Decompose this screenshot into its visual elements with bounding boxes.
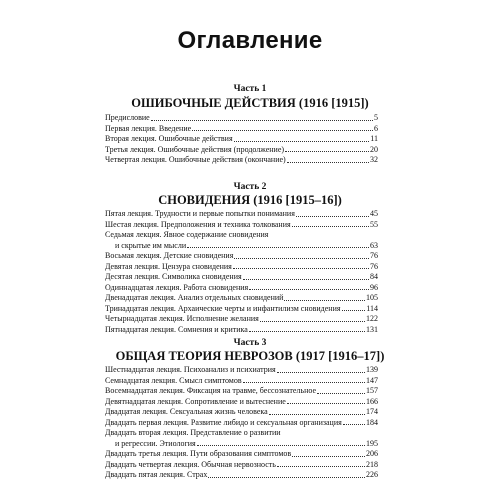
toc-entry [105, 304, 378, 315]
toc-entry [105, 209, 378, 220]
dot-leader [277, 371, 365, 373]
dot-leader [287, 402, 365, 404]
dot-leader [243, 278, 369, 280]
toc-entry-page: 147 [366, 375, 378, 385]
dot-leader [243, 381, 365, 383]
toc-entry-label: Пятая лекция. Трудности и первые попытки понимания [105, 209, 295, 218]
toc-entry-label: Семнадцатая лекция. Смысл симптомов [105, 375, 242, 385]
toc-entry [105, 386, 378, 397]
toc-entry [105, 113, 378, 124]
toc-entry [105, 397, 378, 408]
toc-entry-label: Двадцать пятая лекция. Страх [105, 470, 208, 479]
toc-entry [105, 418, 378, 429]
toc-entry-page: 139 [366, 365, 378, 374]
toc-entry-label: Двадцать четвертая лекция. Обычная нервозность [105, 459, 276, 469]
toc-entry [105, 241, 378, 252]
dot-leader [287, 161, 369, 163]
toc-entry [105, 262, 378, 273]
toc-entry-page: 76 [370, 251, 378, 260]
toc-entry [105, 134, 378, 145]
toc-entry-label: Девятая лекция. Цензура сновидения [105, 261, 232, 271]
toc-entry [105, 460, 378, 471]
toc-entry [105, 376, 378, 387]
dot-leader [208, 476, 365, 478]
toc-entry-page: 174 [366, 407, 378, 416]
toc-entry-label: Третья лекция. Ошибочные действия (продолжение) [105, 144, 285, 154]
dot-leader [284, 299, 365, 301]
toc-entry [105, 230, 378, 241]
toc-entry-label: Двадцать первая лекция. Развитие либидо и сексуальная организация [105, 417, 342, 427]
dot-leader [342, 309, 366, 311]
toc-entry-page: 131 [366, 324, 378, 334]
page-title: Оглавление [177, 27, 323, 54]
toc-entry-page: 11 [370, 134, 378, 143]
dot-leader [233, 267, 369, 269]
dot-leader [187, 246, 369, 248]
toc-entry [105, 314, 378, 325]
toc-entry-label: Тринадцатая лекция. Архаические черты и инфантилизм сновидения [105, 303, 341, 313]
dot-leader [197, 444, 365, 446]
toc-entry-label: Двадцатая лекция. Сексуальная жизнь человека [105, 407, 268, 416]
toc-entry [105, 272, 378, 283]
toc-entry-label: Шестнадцатая лекция. Психоанализ и психиатрия [105, 365, 276, 374]
toc-entry-page: 114 [366, 303, 378, 313]
dot-leader [260, 320, 365, 322]
toc-entry-label: Пятнадцатая лекция. Сомнения и критика [105, 324, 248, 334]
dot-leader [277, 465, 365, 467]
toc-entry-page: 206 [366, 449, 378, 458]
part-2-label: Часть 2 [233, 182, 267, 192]
toc-entry-label: Вторая лекция. Ошибочные действия [105, 134, 233, 143]
toc-entry-page: 122 [366, 314, 378, 323]
toc-entry-label: Восьмая лекция. Детские сновидения [105, 251, 234, 260]
toc-entry [105, 325, 378, 336]
dot-leader [317, 392, 365, 394]
toc-entry-label: Девятнадцатая лекция. Сопротивление и вытеснение [105, 396, 286, 406]
dot-leader [269, 413, 365, 415]
toc-entry-label: Десятая лекция. Символика сновидения [105, 272, 242, 281]
toc-entry-label: Четырнадцатая лекция. Исполнение желания [105, 314, 259, 323]
toc-entry-label: Двадцать вторая лекция. Представление о развитии [105, 428, 281, 437]
toc-entry-page: 184 [366, 417, 378, 427]
toc-entry-label: Восемнадцатая лекция. Фиксация на травме, бессознательное [105, 386, 316, 395]
toc-entry-label: Четвертая лекция. Ошибочные действия (окончание) [105, 155, 286, 164]
toc-entry-label: Седьмая лекция. Явное содержание сновидения [105, 230, 269, 239]
toc-entry [105, 407, 378, 418]
toc-entry [105, 124, 378, 135]
part-3-title: ОБЩАЯ ТЕОРИЯ НЕВРОЗОВ (1917 [1916–17]) [115, 349, 385, 363]
toc-entry [105, 293, 378, 304]
toc-entry-page: 5 [374, 113, 378, 122]
dot-leader [292, 225, 369, 227]
toc-entry-page: 218 [366, 459, 378, 469]
toc-entry-page: 55 [370, 219, 378, 229]
dot-leader [343, 423, 365, 425]
toc-entry [105, 251, 378, 262]
toc-entry-page: 32 [370, 155, 378, 164]
toc-entry [105, 439, 378, 450]
part-1-label: Часть 1 [233, 84, 267, 94]
dot-leader [292, 455, 365, 457]
toc-entry-label: Двадцать третья лекция. Пути образования симптомов [105, 449, 292, 458]
toc-entry-page: 96 [370, 282, 378, 292]
toc-entry-page: 166 [366, 396, 378, 406]
toc-entry-page: 76 [370, 261, 378, 271]
toc-entry-page: 157 [366, 386, 378, 395]
toc-entry-label: Шестая лекция. Предположения и техника толкования [105, 219, 291, 229]
dot-leader [151, 119, 373, 121]
toc-entry [105, 155, 378, 166]
toc-entry-label: Предисловие [105, 113, 150, 122]
dot-leader [234, 140, 370, 142]
toc-entry-label: Одиннадцатая лекция. Работа сновидения [105, 282, 249, 292]
toc-entry [105, 283, 378, 294]
toc-entry-label: и регрессии. Этиология [115, 438, 196, 448]
toc-entry [105, 220, 378, 231]
toc-entry [105, 145, 378, 156]
part-1-title: ОШИБОЧНЫЕ ДЕЙСТВИЯ (1916 [1915]) [131, 96, 369, 110]
toc-entry [105, 470, 378, 481]
dot-leader [234, 257, 369, 259]
toc-entry-page: 84 [370, 272, 378, 281]
toc-entry-page: 20 [370, 144, 378, 154]
toc-entry-label: Первая лекция. Введение [105, 123, 192, 133]
toc-entry-label: и скрытые им мысли [115, 240, 187, 250]
dot-leader [192, 129, 373, 131]
part-3-label: Часть 3 [233, 338, 267, 348]
dot-leader [285, 150, 369, 152]
toc-entry-page: 6 [374, 123, 378, 133]
toc-entry-page: 226 [366, 470, 378, 479]
toc-entry-page: 195 [366, 438, 378, 448]
toc-entry [105, 365, 378, 376]
dot-leader [249, 288, 369, 290]
part-2-title: СНОВИДЕНИЯ (1916 [1915–16]) [158, 193, 342, 207]
part-1-toc [105, 113, 378, 166]
toc-entry-page: 105 [366, 293, 378, 302]
toc-entry [105, 428, 378, 439]
dot-leader [249, 330, 365, 332]
toc-entry-page: 45 [370, 209, 378, 218]
toc-entry [105, 449, 378, 460]
dot-leader [296, 215, 369, 217]
toc-entry-label: Двенадцатая лекция. Анализ отдельных сновидений [105, 293, 284, 302]
part-2-toc [105, 209, 378, 335]
part-3-toc [105, 365, 378, 481]
toc-entry-page: 63 [370, 240, 378, 250]
